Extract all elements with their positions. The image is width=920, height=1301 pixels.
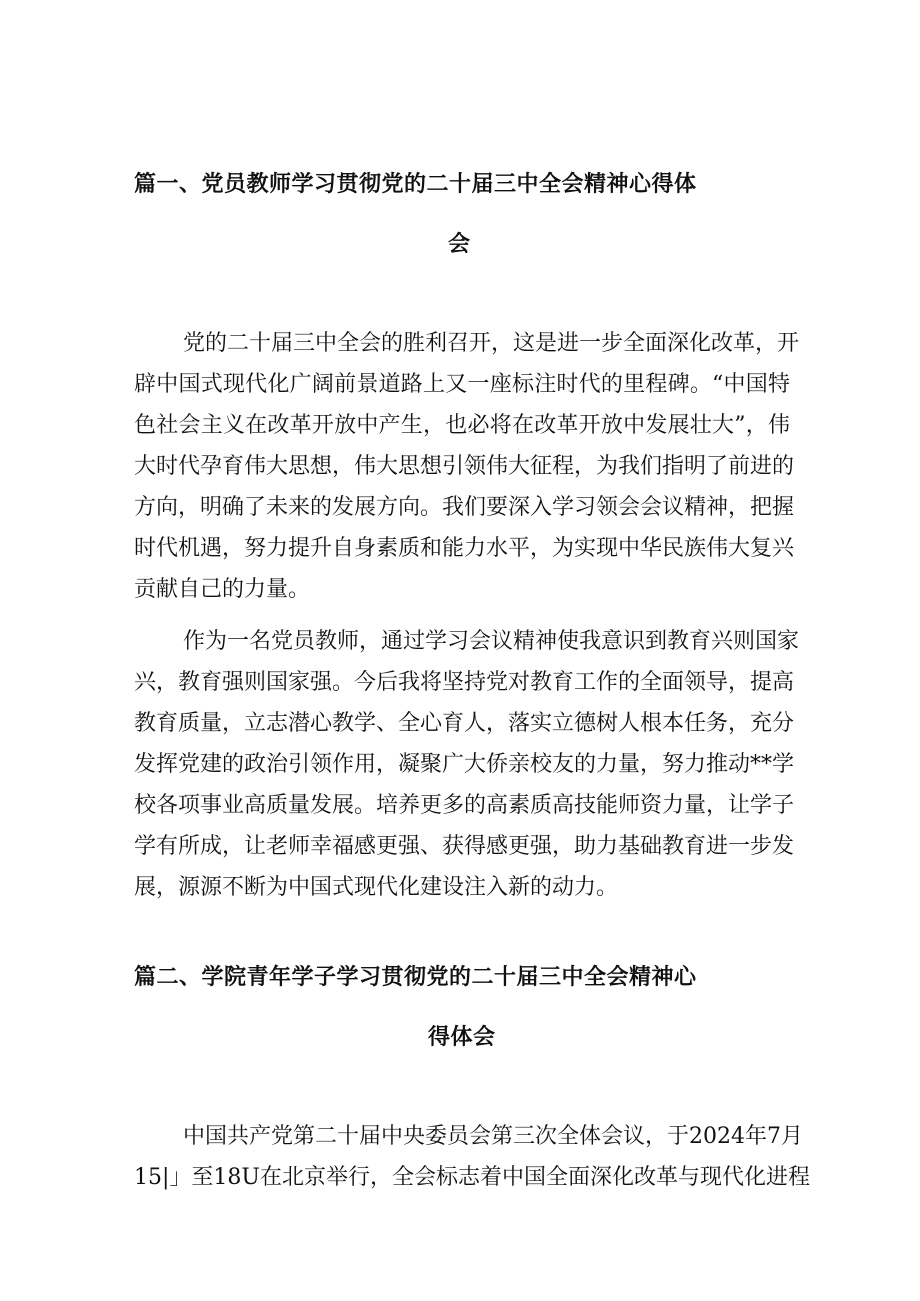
s1-p2-line5: 校各项事业高质量发展。培养更多的高素质高技能师资力量，让学子: [134, 793, 795, 818]
section2-title-line2: 得体会: [428, 1025, 496, 1050]
section1-title-line2: 会: [448, 232, 471, 257]
s1-p2-line4: 发挥党建的政治引领作用，凝聚广大侨亲校友的力量，努力推动**学: [134, 752, 795, 777]
s1-p1-line6: 时代机遇，努力提升自身素质和能力水平，为实现中华民族伟大复兴: [134, 536, 795, 561]
s1-p2-line2: 兴，教育强则国家强。今后我将坚持党对教育工作的全面领导，提高: [134, 670, 795, 695]
s2-p1-line1: 中国共产党第二十届中央委员会第三次全体会议，于2024年7月: [183, 1124, 803, 1149]
s1-p2-line3: 教育质量，立志潜心教学、全心育人，落实立德树人根本任务，充分: [134, 711, 795, 736]
s1-p1-line7: 贡献自己的力量。: [134, 577, 311, 602]
section1-title-line1: 篇一、党员教师学习贯彻党的二十届三中全会精神心得体: [134, 172, 697, 197]
s1-p1-line3: 色社会主义在改革开放中产生，也必将在改革开放中发展壮大”，伟: [134, 413, 790, 438]
s1-p1-line4: 大时代孕育伟大思想，伟大思想引领伟大征程，为我们指明了前进的: [134, 454, 795, 479]
s1-p1-line2: 辟中国式现代化广阔前景道路上又一座标注时代的里程碑。“中国特: [134, 372, 790, 397]
s1-p2-line7: 展，源源不断为中国式现代化建设注入新的动力。: [134, 875, 619, 900]
s1-p2-line6: 学有所成，让老师幸福感更强、获得感更强，助力基础教育进一步发: [134, 834, 795, 859]
s2-p1-line2: 15|」至18U在北京举行，全会标志着中国全面深化改革与现代化进程: [134, 1165, 810, 1190]
s1-p1-line1: 党的二十届三中全会的胜利召开，这是进一步全面深化改革，开: [183, 331, 800, 356]
section2-title-line1: 篇二、学院青年学子学习贯彻党的二十届三中全会精神心: [134, 965, 697, 990]
s1-p1-line5: 方向，明确了未来的发展方向。我们要深入学习领会会议精神，把握: [134, 495, 795, 520]
s1-p2-line1: 作为一名党员教师，通过学习会议精神使我意识到教育兴则国家: [183, 629, 800, 654]
